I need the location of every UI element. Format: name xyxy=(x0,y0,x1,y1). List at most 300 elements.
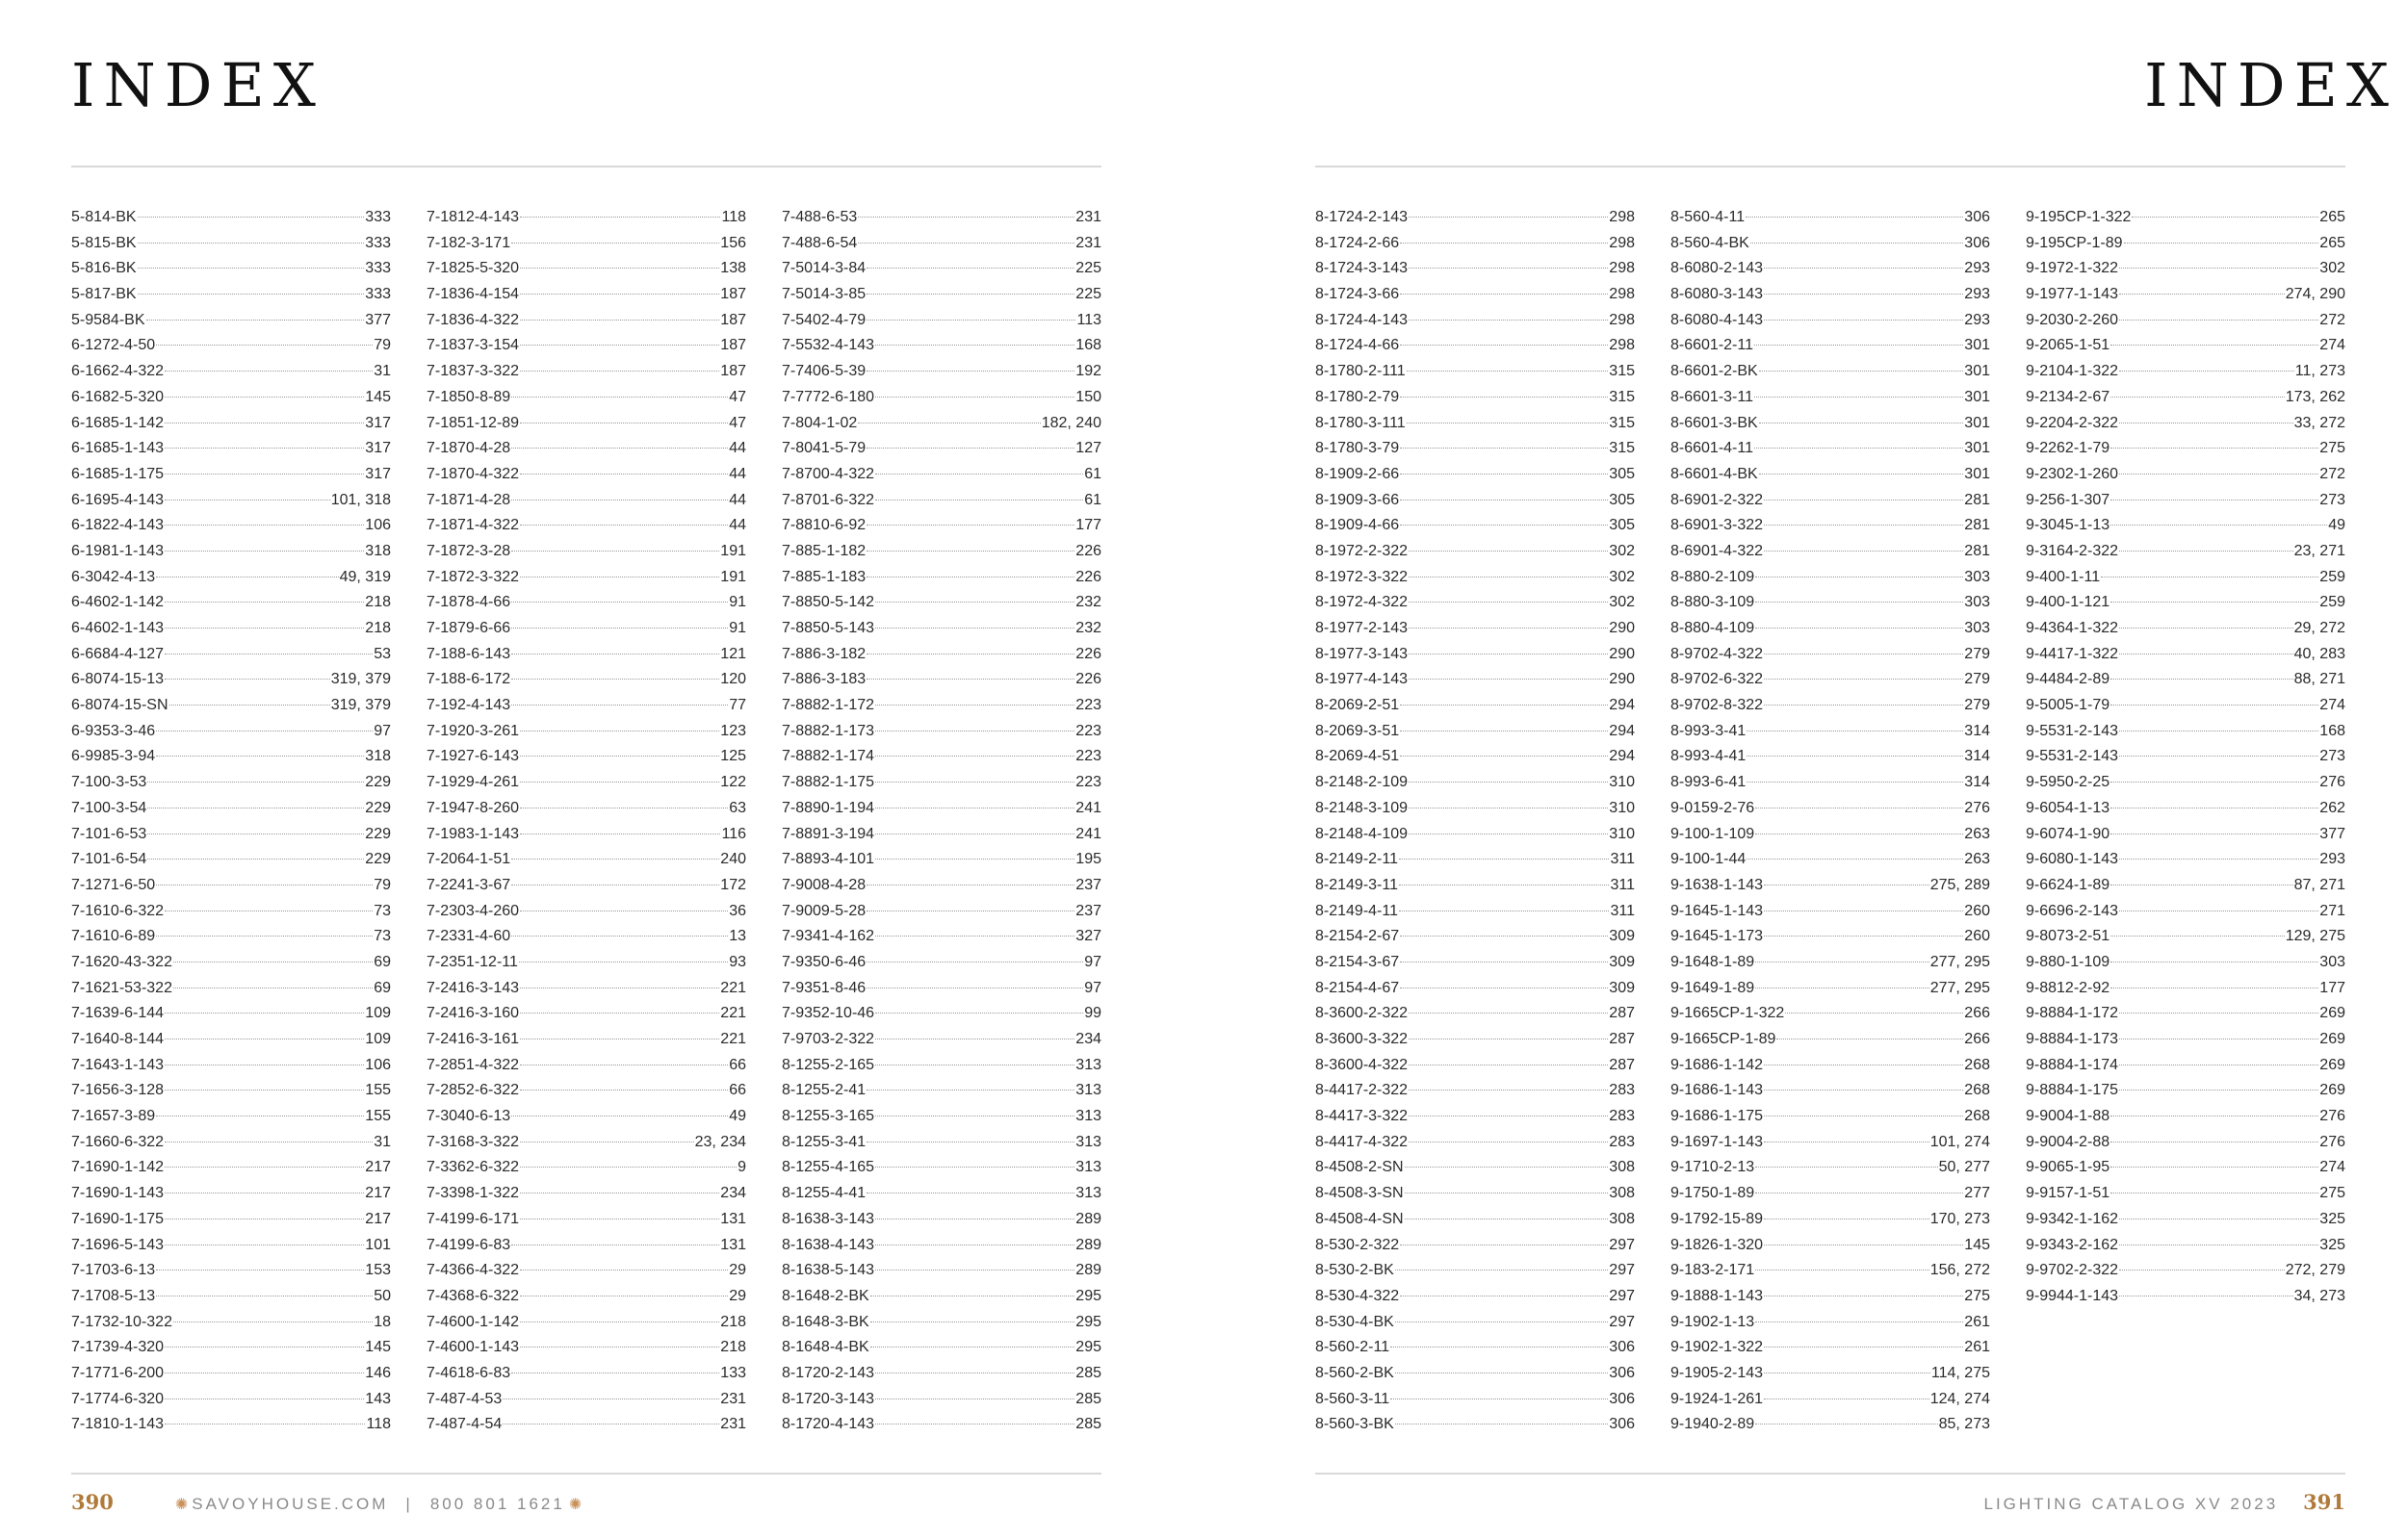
dot-leader xyxy=(520,371,719,372)
dot-leader xyxy=(1405,1167,1609,1168)
page-ref: 281 xyxy=(1964,542,1990,559)
item-code: 7-2351-12-11 xyxy=(427,953,518,970)
dot-leader xyxy=(156,345,373,346)
item-code: 7-1696-5-143 xyxy=(71,1236,165,1253)
page-ref: 221 xyxy=(720,1031,746,1047)
dot-leader xyxy=(1409,602,1608,603)
item-code: 7-488-6-54 xyxy=(782,234,858,251)
index-entry xyxy=(71,1412,391,1438)
catalog-title: LIGHTING CATALOG XV 2023 xyxy=(1983,1495,2279,1513)
page-ref: 106 xyxy=(365,517,391,534)
index-entry xyxy=(1670,950,1990,976)
page-ref: 295 xyxy=(1075,1313,1101,1330)
item-code: 8-1724-3-66 xyxy=(1315,286,1400,303)
page-ref: 298 xyxy=(1609,209,1635,225)
index-entry xyxy=(782,539,1101,565)
page-ref: 277, 295 xyxy=(1929,979,1990,996)
item-code: 9-9157-1-51 xyxy=(2026,1185,2110,1202)
item-code: 7-101-6-54 xyxy=(71,851,147,868)
index-entry xyxy=(427,205,746,231)
page-ref: 232 xyxy=(1075,594,1101,611)
page-ref: 187 xyxy=(720,337,746,354)
index-entry xyxy=(1670,1361,1990,1387)
dot-leader xyxy=(520,782,719,783)
index-entry xyxy=(2026,308,2345,334)
dot-leader xyxy=(858,243,1074,244)
dot-leader xyxy=(2119,1013,2318,1014)
index-entry xyxy=(782,1233,1101,1259)
dot-leader xyxy=(1400,474,1608,475)
item-code: 8-1255-2-165 xyxy=(782,1056,875,1073)
page-ref: 315 xyxy=(1609,414,1635,431)
page-ref: 327 xyxy=(1075,928,1101,945)
item-code: 9-6624-1-89 xyxy=(2026,876,2110,893)
index-entry xyxy=(1315,231,1635,257)
page-ref: 44 xyxy=(729,440,746,457)
page-ref: 47 xyxy=(729,388,746,405)
index-entry xyxy=(427,1104,746,1130)
item-code: 7-4600-1-142 xyxy=(427,1313,520,1330)
index-entry xyxy=(782,308,1101,334)
page-ref: 192 xyxy=(1075,363,1101,380)
item-code: 8-560-2-BK xyxy=(1315,1364,1394,1381)
item-code: 6-1822-4-143 xyxy=(71,517,165,534)
index-entry xyxy=(1315,436,1635,462)
index-entry xyxy=(427,1361,746,1387)
index-entry xyxy=(782,462,1101,488)
item-code: 8-530-4-322 xyxy=(1315,1287,1400,1304)
dot-leader xyxy=(1409,217,1608,218)
item-code: 9-1665CP-1-322 xyxy=(1670,1005,1785,1022)
page-ref: 118 xyxy=(366,1416,391,1433)
dot-leader xyxy=(867,1090,1074,1091)
item-code: 7-1837-3-322 xyxy=(427,363,520,380)
index-entry xyxy=(1670,1412,1990,1438)
index-entry xyxy=(71,796,391,822)
index-entry xyxy=(2026,796,2345,822)
item-code: 9-5531-2-143 xyxy=(2026,748,2119,765)
page-ref: 143 xyxy=(365,1390,391,1407)
item-code: 7-3398-1-322 xyxy=(427,1185,520,1202)
page-ref: 40, 283 xyxy=(2293,645,2345,662)
item-code: 7-9341-4-162 xyxy=(782,928,875,945)
item-code: 6-6684-4-127 xyxy=(71,645,165,662)
item-code: 9-1750-1-89 xyxy=(1670,1185,1755,1202)
page-ref: 29 xyxy=(729,1287,746,1304)
dot-leader xyxy=(875,345,1074,346)
index-entry xyxy=(1670,436,1990,462)
index-entry xyxy=(2026,1104,2345,1130)
page-ref: 114, 275 xyxy=(1930,1364,1990,1381)
page-ref: 223 xyxy=(1075,722,1101,739)
item-code: 7-487-4-53 xyxy=(427,1390,503,1407)
page-ref: 265 xyxy=(2319,209,2345,225)
index-entry xyxy=(2026,205,2345,231)
page-ref: 269 xyxy=(2319,1082,2345,1099)
item-code: 9-1826-1-320 xyxy=(1670,1236,1764,1253)
page-ref: 226 xyxy=(1075,671,1101,688)
page-ref: 275 xyxy=(1964,1287,1990,1304)
page-ref: 217 xyxy=(365,1185,391,1202)
index-entry xyxy=(2026,1207,2345,1233)
page-ref: 306 xyxy=(1609,1339,1635,1356)
item-code: 6-1685-1-142 xyxy=(71,414,165,431)
item-code: 7-4366-4-322 xyxy=(427,1262,520,1279)
item-code: 7-1610-6-322 xyxy=(71,902,165,919)
index-entry xyxy=(1670,847,1990,873)
page-ref: 241 xyxy=(1075,799,1101,816)
index-entry xyxy=(1670,667,1990,693)
page-ref: 274, 290 xyxy=(2285,286,2345,303)
page-ref: 272 xyxy=(2319,465,2345,482)
item-code: 8-6080-2-143 xyxy=(1670,260,1764,277)
item-code: 9-2030-2-260 xyxy=(2026,311,2119,328)
page-ref: 313 xyxy=(1075,1108,1101,1125)
item-code: 8-1724-2-66 xyxy=(1315,234,1400,251)
index-entry xyxy=(1670,488,1990,514)
index-entry xyxy=(1670,1284,1990,1310)
index-entry xyxy=(1315,976,1635,1002)
index-entry xyxy=(1670,462,1990,488)
item-code: 9-5531-2-143 xyxy=(2026,722,2119,739)
item-code: 9-1902-1-13 xyxy=(1670,1313,1755,1330)
page-ref: 285 xyxy=(1075,1390,1101,1407)
item-code: 7-1927-6-143 xyxy=(427,748,520,765)
page-ref: 225 xyxy=(1075,286,1101,303)
index-entry xyxy=(782,899,1101,925)
item-code: 8-4508-3-SN xyxy=(1315,1185,1404,1202)
dot-leader xyxy=(2110,448,2318,449)
dot-leader xyxy=(2119,423,2293,424)
item-code: 8-9702-4-322 xyxy=(1670,645,1764,662)
dot-leader xyxy=(1400,525,1608,526)
index-entry xyxy=(782,642,1101,668)
item-code: 7-4368-6-322 xyxy=(427,1287,520,1304)
index-entry xyxy=(1315,924,1635,950)
item-code: 9-2302-1-260 xyxy=(2026,465,2119,482)
page-ref: 301 xyxy=(1964,465,1990,482)
page-ref: 223 xyxy=(1075,697,1101,714)
index-entry xyxy=(1315,822,1635,848)
item-code: 8-1648-2-BK xyxy=(782,1287,869,1304)
index-entry xyxy=(1315,308,1635,334)
item-code: 7-9350-6-46 xyxy=(782,953,867,970)
page-ref: 276 xyxy=(2319,1133,2345,1150)
index-entry xyxy=(782,1310,1101,1336)
page-ref: 333 xyxy=(365,286,391,303)
page-ref: 303 xyxy=(2319,953,2345,970)
page-ref: 310 xyxy=(1609,799,1635,816)
item-code: 8-1720-2-143 xyxy=(782,1364,875,1381)
index-entry xyxy=(71,436,391,462)
index-entry xyxy=(782,976,1101,1002)
dot-leader xyxy=(2110,885,2292,886)
page-title: INDEX xyxy=(2144,50,2397,120)
index-column xyxy=(71,205,391,1438)
dot-leader xyxy=(156,731,373,732)
page-ref: 109 xyxy=(365,1005,391,1022)
page-ref: 301 xyxy=(1964,414,1990,431)
phone-text: 800 801 1621 xyxy=(429,1495,565,1513)
index-entry xyxy=(71,1361,391,1387)
page-ref: 172 xyxy=(720,876,746,893)
page-ref: 314 xyxy=(1964,748,1990,765)
dot-leader xyxy=(2110,602,2318,603)
index-entry xyxy=(71,616,391,642)
item-code: 9-1940-2-89 xyxy=(1670,1416,1755,1433)
dot-leader xyxy=(520,294,719,295)
item-code: 6-4602-1-142 xyxy=(71,594,165,611)
dot-leader xyxy=(867,551,1074,552)
item-code: 7-1639-6-144 xyxy=(71,1005,165,1022)
index-entry xyxy=(71,822,391,848)
page-ref: 310 xyxy=(1609,774,1635,791)
page-ref: 275 xyxy=(2319,1185,2345,1202)
item-code: 9-400-1-121 xyxy=(2026,594,2110,611)
item-code: 9-183-2-171 xyxy=(1670,1262,1755,1279)
index-entry xyxy=(782,924,1101,950)
dot-leader xyxy=(1407,371,1609,372)
item-code: 7-1810-1-143 xyxy=(71,1416,165,1433)
page-ref: 223 xyxy=(1075,748,1101,765)
index-entry xyxy=(71,488,391,514)
dot-leader xyxy=(1399,859,1610,860)
index-entry xyxy=(71,1310,391,1336)
index-entry xyxy=(1315,385,1635,411)
index-entry xyxy=(1315,616,1635,642)
item-code: 8-6601-4-BK xyxy=(1670,465,1758,482)
item-code: 7-1983-1-143 xyxy=(427,825,520,842)
page-ref: 269 xyxy=(2319,1031,2345,1047)
dot-leader xyxy=(875,756,1074,757)
dot-leader xyxy=(165,1347,364,1348)
item-code: 8-993-4-41 xyxy=(1670,748,1747,765)
item-code: 9-195CP-1-89 xyxy=(2026,234,2123,251)
dot-leader xyxy=(165,1193,364,1194)
page-ref: 308 xyxy=(1609,1185,1635,1202)
page-ref: 377 xyxy=(365,311,391,328)
index-entry xyxy=(427,488,746,514)
item-code: 7-8882-1-173 xyxy=(782,722,875,739)
dot-leader xyxy=(867,294,1074,295)
page-ref: 309 xyxy=(1609,953,1635,970)
index-entry xyxy=(1670,308,1990,334)
item-code: 8-1724-2-143 xyxy=(1315,209,1409,225)
item-code: 7-9352-10-46 xyxy=(782,1005,875,1022)
item-code: 8-1909-3-66 xyxy=(1315,491,1400,508)
index-entry xyxy=(2026,950,2345,976)
page-ref: 266 xyxy=(1964,1005,1990,1022)
page-ref: 145 xyxy=(365,1339,391,1356)
index-entry xyxy=(2026,693,2345,719)
page-ref: 53 xyxy=(374,645,391,662)
page-ref: 91 xyxy=(729,620,746,636)
dot-leader xyxy=(1409,628,1608,629)
item-code: 7-1850-8-89 xyxy=(427,388,511,405)
dot-leader xyxy=(511,243,719,244)
index-column xyxy=(2026,205,2345,1310)
item-code: 8-1648-4-BK xyxy=(782,1339,869,1356)
item-code: 9-3045-1-13 xyxy=(2026,517,2110,534)
index-entry xyxy=(71,231,391,257)
page-ref: 113 xyxy=(1076,311,1101,328)
dot-leader xyxy=(875,1013,1083,1014)
item-code: 6-9985-3-94 xyxy=(71,748,156,765)
page-ref: 297 xyxy=(1609,1236,1635,1253)
page-ref: 177 xyxy=(2319,979,2345,996)
item-code: 7-188-6-172 xyxy=(427,671,511,688)
item-code: 7-9703-2-322 xyxy=(782,1031,875,1047)
page-ref: 226 xyxy=(1075,542,1101,559)
dot-leader xyxy=(1764,885,1929,886)
index-entry xyxy=(1670,924,1990,950)
item-code: 7-487-4-54 xyxy=(427,1416,503,1433)
item-code: 7-886-3-182 xyxy=(782,645,867,662)
dot-leader xyxy=(2110,525,2327,526)
item-code: 7-188-6-143 xyxy=(427,645,511,662)
page-ref: 308 xyxy=(1609,1210,1635,1227)
page-ref: 271 xyxy=(2319,902,2345,919)
dot-leader xyxy=(2101,577,2318,578)
index-entry xyxy=(1315,1027,1635,1053)
page-ref: 234 xyxy=(720,1185,746,1202)
page-ref: 226 xyxy=(1075,645,1101,662)
page-ref: 319, 379 xyxy=(330,671,391,688)
page-ref: 121 xyxy=(720,645,746,662)
page-ref: 302 xyxy=(1609,542,1635,559)
page-ref: 283 xyxy=(1609,1082,1635,1099)
dot-leader xyxy=(1764,1347,1963,1348)
item-code: 9-4484-2-89 xyxy=(2026,671,2110,688)
index-column xyxy=(1670,205,1990,1438)
item-code: 7-9351-8-46 xyxy=(782,979,867,996)
page-ref: 276 xyxy=(2319,1108,2345,1125)
index-entry xyxy=(782,873,1101,899)
dot-leader xyxy=(1407,423,1609,424)
dot-leader xyxy=(1759,371,1964,372)
page-ref: 290 xyxy=(1609,620,1635,636)
index-entry xyxy=(2026,1258,2345,1284)
item-code: 7-4199-6-83 xyxy=(427,1236,511,1253)
dot-leader xyxy=(511,885,719,886)
index-entry xyxy=(427,462,746,488)
item-code: 7-100-3-54 xyxy=(71,799,147,816)
item-code: 6-4602-1-143 xyxy=(71,620,165,636)
index-entry xyxy=(1315,1155,1635,1181)
item-code: 8-6080-4-143 xyxy=(1670,311,1764,328)
page-ref: 303 xyxy=(1964,594,1990,611)
index-entry xyxy=(427,744,746,770)
index-entry xyxy=(782,231,1101,257)
index-entry xyxy=(782,411,1101,437)
page-ref: 272 xyxy=(2319,311,2345,328)
index-entry xyxy=(1315,693,1635,719)
index-entry xyxy=(2026,590,2345,616)
index-entry xyxy=(71,590,391,616)
page-ref: 170, 273 xyxy=(1929,1210,1990,1227)
index-entry xyxy=(427,719,746,745)
index-entry xyxy=(1315,1053,1635,1079)
index-entry xyxy=(782,1361,1101,1387)
dot-leader xyxy=(520,474,728,475)
page-ref: 295 xyxy=(1075,1339,1101,1356)
page-footer xyxy=(71,1490,585,1514)
page-ref: 44 xyxy=(729,517,746,534)
page-ref: 268 xyxy=(1964,1082,1990,1099)
index-entry xyxy=(782,513,1101,539)
item-code: 6-8074-15-13 xyxy=(71,671,165,688)
page-ref: 145 xyxy=(365,388,391,405)
dot-leader xyxy=(520,525,728,526)
item-code: 7-1739-4-320 xyxy=(71,1339,165,1356)
item-code: 8-1724-4-66 xyxy=(1315,337,1400,354)
item-code: 9-9004-1-88 xyxy=(2026,1108,2110,1125)
index-column xyxy=(1315,205,1635,1438)
index-entry xyxy=(427,616,746,642)
index-entry xyxy=(2026,565,2345,591)
dot-leader xyxy=(858,217,1074,218)
dot-leader xyxy=(1409,782,1608,783)
page-ref: 88, 271 xyxy=(2293,671,2345,688)
index-entry xyxy=(2026,256,2345,282)
page-ref: 285 xyxy=(1075,1364,1101,1381)
index-entry xyxy=(71,256,391,282)
page-ref: 263 xyxy=(1964,851,1990,868)
index-entry xyxy=(782,1412,1101,1438)
page-ref: 298 xyxy=(1609,234,1635,251)
index-entry xyxy=(1315,1104,1635,1130)
page-ref: 101, 274 xyxy=(1929,1133,1990,1150)
page-ref: 229 xyxy=(365,825,391,842)
index-entry xyxy=(1315,282,1635,308)
page-number: 391 xyxy=(2303,1490,2345,1514)
page-ref: 127 xyxy=(1075,440,1101,457)
dot-leader xyxy=(875,859,1074,860)
item-code: 7-9009-5-28 xyxy=(782,902,867,919)
index-entry xyxy=(2026,616,2345,642)
index-entry xyxy=(71,642,391,668)
item-code: 9-2204-2-322 xyxy=(2026,414,2119,431)
dot-leader xyxy=(2110,345,2318,346)
dot-leader xyxy=(1754,345,1963,346)
dot-leader xyxy=(1764,1090,1963,1091)
index-entry xyxy=(782,590,1101,616)
item-code: 8-2149-3-11 xyxy=(1315,876,1398,893)
item-code: 7-1871-4-28 xyxy=(427,491,511,508)
page-ref: 50 xyxy=(374,1287,391,1304)
page-ref: 168 xyxy=(2319,722,2345,739)
item-code: 7-8700-4-322 xyxy=(782,465,875,482)
top-divider xyxy=(1315,166,2345,167)
index-entry xyxy=(1315,1335,1635,1361)
item-code: 9-1902-1-322 xyxy=(1670,1339,1764,1356)
item-code: 5-9584-BK xyxy=(71,311,145,328)
dot-leader xyxy=(1400,243,1608,244)
page-ref: 306 xyxy=(1964,234,1990,251)
page-ref: 263 xyxy=(1964,825,1990,842)
page-ref: 314 xyxy=(1964,722,1990,739)
item-code: 7-885-1-182 xyxy=(782,542,867,559)
page-ref: 297 xyxy=(1609,1262,1635,1279)
item-code: 7-100-3-53 xyxy=(71,774,147,791)
item-code: 8-880-3-109 xyxy=(1670,594,1755,611)
index-entry xyxy=(1670,744,1990,770)
item-code: 8-993-3-41 xyxy=(1670,722,1747,739)
item-code: 8-530-2-322 xyxy=(1315,1236,1400,1253)
dot-leader xyxy=(2124,243,2319,244)
index-entry xyxy=(427,539,746,565)
index-entry xyxy=(1315,590,1635,616)
